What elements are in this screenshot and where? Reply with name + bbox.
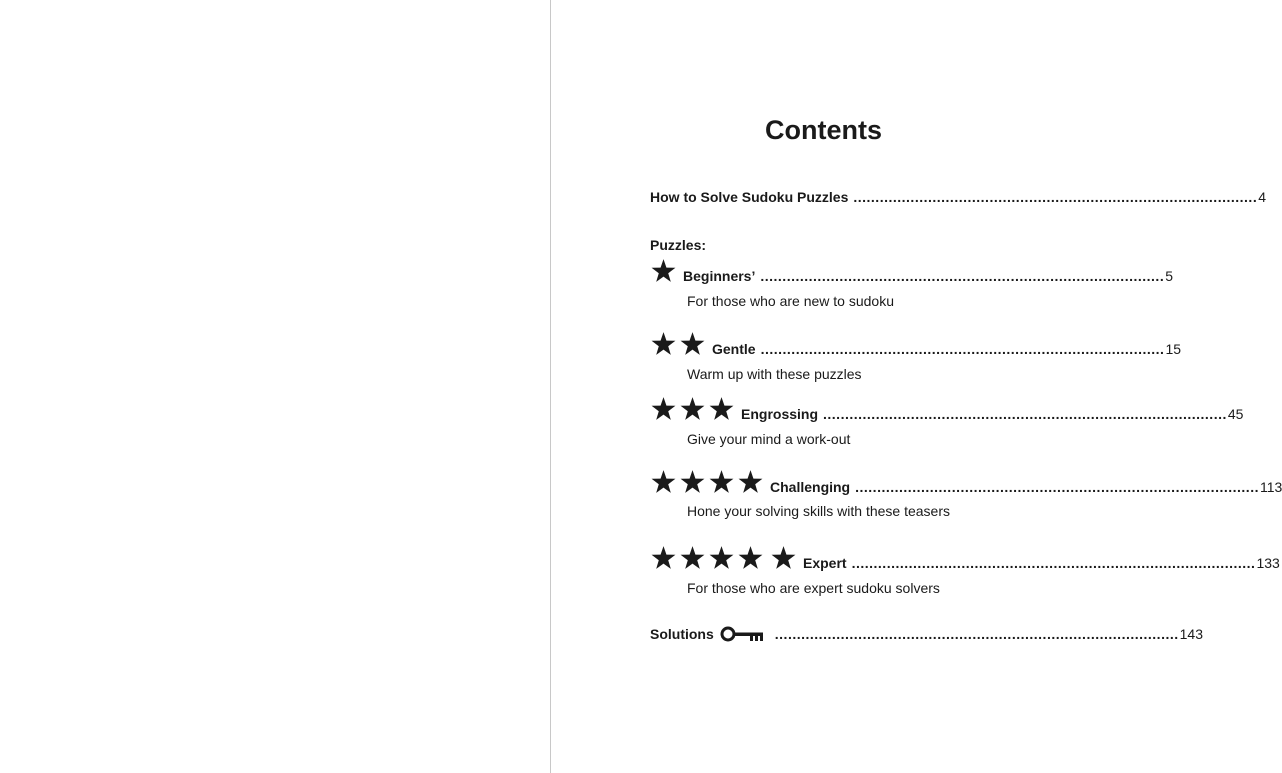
level-description: For those who are new to sudoku — [687, 293, 895, 309]
difficulty-stars — [650, 258, 679, 285]
left-page-blank — [0, 0, 550, 773]
star-icon — [650, 396, 677, 423]
toc-entry-label: Engrossing — [741, 406, 819, 422]
dot-leader: ............................................................................................ — [851, 555, 1256, 571]
toc-entry-gentle[interactable] — [650, 331, 1182, 358]
star-icon — [708, 396, 735, 423]
star-icon — [737, 469, 764, 496]
dot-leader: ............................................................................................ — [823, 406, 1227, 422]
star-icon — [650, 331, 677, 358]
toc-entry-how-to-solve[interactable] — [650, 188, 1267, 206]
star-icon — [679, 545, 706, 572]
toc-page-number: 133 — [1256, 555, 1280, 571]
star-icon — [737, 545, 764, 572]
dot-leader: ............................................................................................ — [760, 268, 1165, 284]
toc-entry-label: How to Solve Sudoku Puzzles — [650, 189, 849, 205]
toc-entry-engrossing[interactable] — [650, 396, 1244, 423]
toc-page-number: 4 — [1258, 189, 1267, 205]
dot-leader: ............................................................................................ — [774, 626, 1179, 642]
toc-page-number: 45 — [1227, 406, 1244, 422]
level-description: For those who are expert sudoku solvers — [687, 580, 940, 596]
star-icon — [708, 545, 735, 572]
page-title: Contents — [765, 115, 882, 145]
level-description: Warm up with these puzzles — [687, 366, 862, 382]
toc-entry-challenging[interactable] — [650, 469, 1282, 496]
star-icon — [650, 258, 677, 285]
toc-entry-label: Expert — [803, 555, 847, 571]
dot-leader: ............................................................................................ — [853, 189, 1258, 205]
star-icon — [679, 331, 706, 358]
star-icon — [679, 396, 706, 423]
toc-entry-expert[interactable] — [650, 545, 1280, 572]
dot-leader: ............................................................................................ — [855, 479, 1259, 495]
toc-entry-label: Gentle — [712, 341, 756, 357]
star-icon — [708, 469, 735, 496]
puzzles-heading: Puzzles: — [650, 237, 707, 253]
toc-entry-beginners[interactable] — [650, 258, 1174, 285]
level-description: Hone your solving skills with these teasers — [687, 503, 951, 519]
difficulty-stars — [650, 396, 737, 423]
toc-page-number: 113 — [1259, 479, 1282, 495]
toc-entry-solutions[interactable] — [650, 625, 1203, 643]
star-icon — [650, 545, 677, 572]
toc-page-number: 5 — [1165, 268, 1174, 284]
key-icon — [720, 625, 764, 643]
toc-page-number: 143 — [1179, 626, 1203, 642]
level-description: Give your mind a work-out — [687, 431, 851, 447]
star-icon — [770, 545, 797, 572]
dot-leader: ............................................................................................ — [760, 341, 1165, 357]
difficulty-stars — [650, 331, 708, 358]
star-icon — [650, 469, 677, 496]
toc-page-number: 15 — [1165, 341, 1182, 357]
toc-entry-label: Beginners’ — [683, 268, 756, 284]
difficulty-stars — [650, 469, 766, 496]
toc-entry-label: Solutions — [650, 626, 714, 642]
toc-entry-label: Challenging — [770, 479, 851, 495]
star-icon — [679, 469, 706, 496]
difficulty-stars — [650, 545, 799, 572]
